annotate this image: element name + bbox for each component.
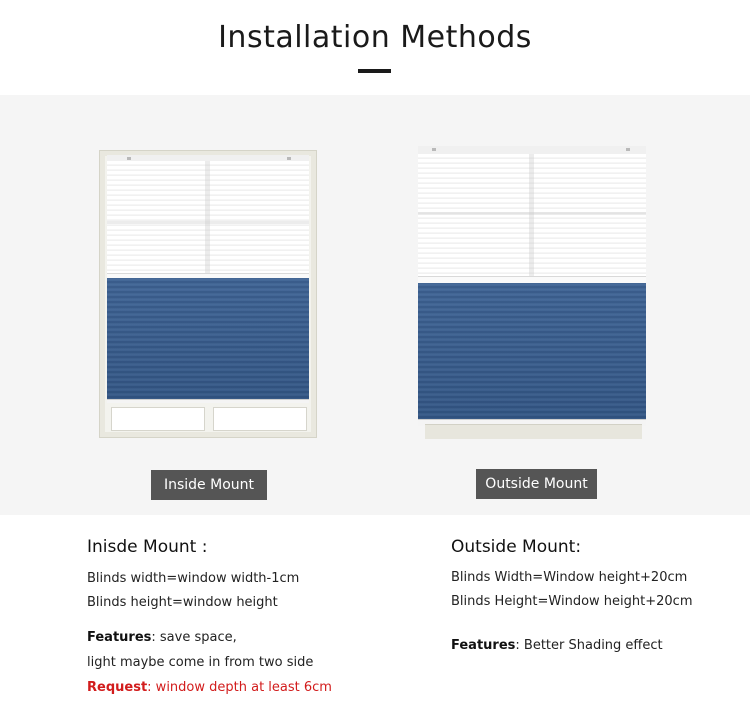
outside-width-rule: Blinds Width=Window height+20cm: [451, 570, 688, 585]
bracket: [432, 148, 436, 151]
window-pane: [111, 407, 205, 431]
outside-height-rule: Blinds Height=Window height+20cm: [451, 594, 693, 609]
blue-pleated-fabric: [418, 283, 646, 419]
outside-mount-heading: Outside Mount:: [451, 537, 582, 557]
bracket: [127, 157, 131, 160]
inside-request: [87, 680, 332, 695]
window-mullion: [205, 161, 210, 273]
window-mullion: [529, 154, 534, 276]
outside-mount-badge: Outside Mount: [476, 469, 597, 499]
window-sill: [425, 424, 642, 439]
features-label: Features: [87, 630, 152, 645]
request-value: : window depth at least 6cm: [147, 680, 332, 695]
bracket: [626, 148, 630, 151]
inside-width-rule: Blinds width=window width-1cm: [87, 571, 300, 586]
lower-window-panes: [105, 403, 311, 432]
page-title: Installation Methods: [218, 20, 532, 55]
outside-features: [451, 638, 663, 653]
features-value: : save space,: [151, 630, 237, 645]
window-transom: [418, 212, 646, 215]
window-transom: [107, 221, 309, 224]
request-label: Request: [87, 680, 148, 695]
inside-features: [87, 630, 237, 645]
title-underline: [358, 69, 391, 73]
features-value: : Better Shading effect: [515, 638, 663, 653]
window-pane: [213, 407, 307, 431]
inside-features-line2: light maybe come in from two side: [87, 655, 314, 670]
inside-mount-heading: Inisde Mount :: [87, 537, 208, 557]
blue-pleated-fabric: [107, 278, 309, 399]
inside-height-rule: Blinds height=window height: [87, 595, 278, 610]
bracket: [287, 157, 291, 160]
inside-mount-badge: Inside Mount: [151, 470, 267, 500]
features-label: Features: [451, 638, 516, 653]
